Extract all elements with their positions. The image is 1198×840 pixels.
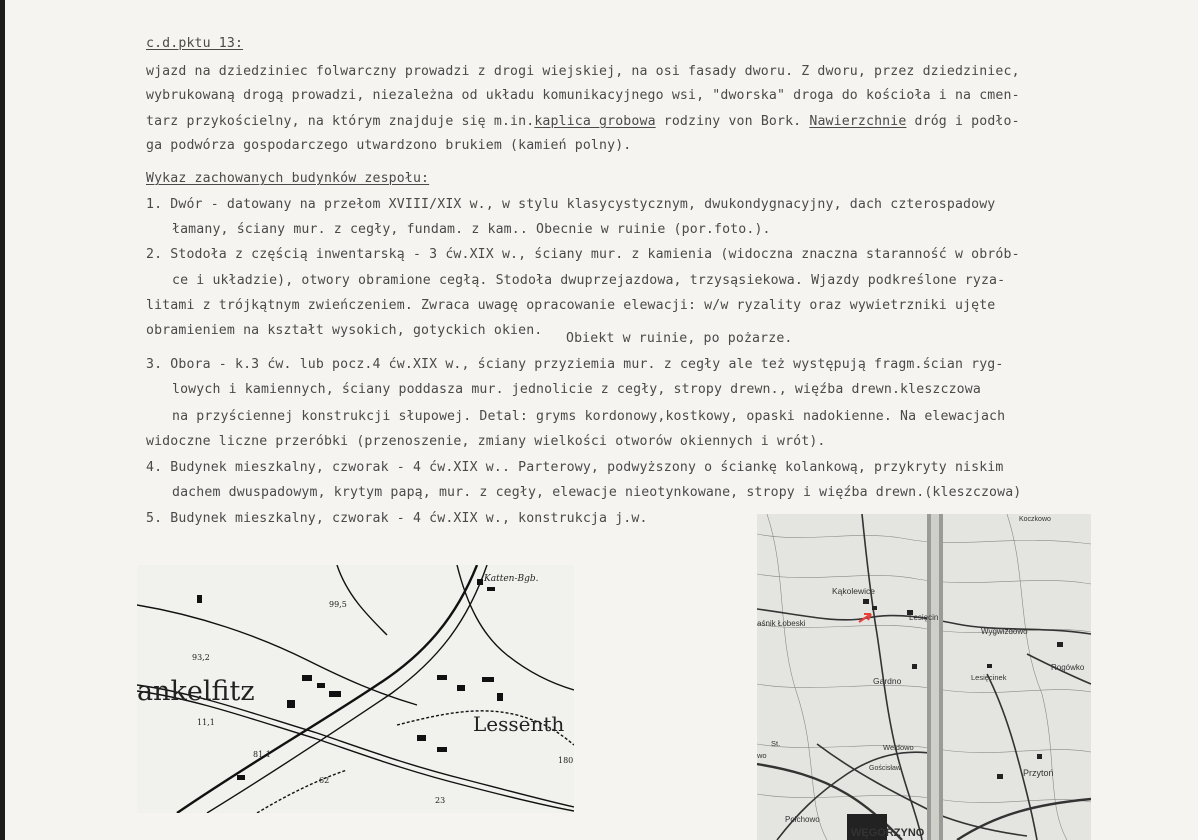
paragraph-line: ga podwórza gospodarczego utwardzono brukiem (kamień polny). — [146, 138, 632, 153]
map-place-label: wo — [757, 751, 767, 760]
list-item-line: 3. Obora - k.3 ćw. lub pocz.4 ćw.XIX w., ściany przyziemia mur. z cegły ale też występują fragm.ścian ryg- — [146, 357, 1004, 372]
map-place-label: aśnik Łobeski — [757, 619, 806, 628]
map-label-right: Lessenth — [473, 712, 565, 736]
map-place-label: Rogówko — [1051, 663, 1085, 672]
list-item-line: na przyściennej konstrukcji słupowej. Detal: gryms kordonowy,kostkowy, opaski nadokienne. Na elewacjach — [172, 409, 1006, 424]
map-number: 81,1 — [253, 750, 271, 759]
modern-map-drawing — [757, 514, 1091, 840]
map-number: 23 — [435, 796, 446, 805]
map-number: 99,5 — [329, 600, 347, 609]
list-item-line: 5. Budynek mieszkalny, czworak - 4 ćw.XIX w., konstrukcja j.w. — [146, 511, 648, 526]
map-number: 180 — [558, 756, 574, 765]
text-span: dróg i podło- — [906, 114, 1020, 129]
map-number: 11,1 — [197, 718, 215, 727]
list-item-line: 2. Stodoła z częścią inwentarską - 3 ćw.XIX w., ściany mur. z kamienia (widoczna znaczna staranność w obrób- — [146, 247, 1020, 262]
modern-map — [757, 514, 1091, 840]
list-item-note: Obiekt w ruinie, po pożarze. — [566, 331, 793, 346]
map-place-label: Lesięcinek — [971, 673, 1007, 682]
paragraph-line — [146, 114, 1020, 129]
map-number: 62 — [319, 776, 330, 785]
map-place-label: Wygwizdowo — [981, 627, 1028, 636]
underlined-text: Nawierzchnie — [809, 114, 907, 129]
underlined-text: kaplica grobowa — [534, 114, 656, 129]
map-place-label: St. — [771, 739, 781, 748]
historical-map-drawing — [137, 565, 574, 813]
map-number: 93,2 — [192, 653, 210, 662]
map-place-label: Gardno — [873, 676, 902, 686]
map-place-label: Kąkolewice — [832, 586, 875, 596]
map-place-label: Koczkowo — [1019, 516, 1051, 523]
list-heading-text: Wykaz zachowanych budynków zespołu: — [146, 171, 430, 186]
map-place-label: Przytoń — [1023, 768, 1054, 778]
heading-text: c.d.pktu 13: — [146, 36, 244, 51]
list-heading — [146, 171, 429, 186]
map-town-label: WĘGORZYNO — [851, 827, 925, 839]
section-heading — [146, 36, 243, 51]
list-item-line: 1. Dwór - datowany na przełom XVIII/XIX w., w stylu klasycystycznym, dwukondygnacyjny, dach czterospadowy — [146, 197, 996, 212]
paragraph-line: wjazd na dziedziniec folwarczny prowadzi z drogi wiejskiej, na osi fasady dworu. Z dworu, przez dziedziniec, — [146, 64, 1020, 79]
list-item-line: obramieniem na kształt wysokich, gotyckich okien. — [146, 323, 543, 338]
list-item-line: widoczne liczne przeróbki (przenoszenie, zmiany wielkości otworów okiennych i wrót). — [146, 434, 826, 449]
map-place-label: Weldowo — [883, 743, 914, 752]
list-item-line: łamany, ściany mur. z cegły, fundam. z kam.. Obecnie w ruinie (por.foto.). — [172, 222, 771, 237]
text-span: tarz przykościelny, na którym znajduje się m.in. — [146, 114, 535, 129]
list-item-line: lowych i kamiennych, ściany poddasza mur. jednolicie z cegły, stropy drewn., więźba drewn.kleszczowa — [172, 382, 981, 397]
historical-map — [137, 565, 574, 813]
text-span: rodziny von Bork. — [655, 114, 810, 129]
map-label-top: Katten-Bgb. — [484, 574, 539, 584]
list-item-line: ce i układzie), otwory obramione cegłą. Stodoła dwuprzejazdowa, trzysąsiekowa. Wjazdy podkreślone ryza- — [172, 273, 1006, 288]
list-item-line: dachem dwuspadowym, krytym papą, mur. z cegły, elewacje nieotynkowane, stropy i więźba drewn.(kleszczowa) — [172, 485, 1022, 500]
map-place-label: Połchowo — [785, 815, 820, 824]
list-item-line: 4. Budynek mieszkalny, czworak - 4 ćw.XIX w.. Parterowy, podwyższony o ściankę kolankową, przykryty niskim — [146, 460, 1004, 475]
map-place-label: Lesięcin — [909, 613, 939, 622]
paragraph-line: wybrukowaną drogą prowadzi, niezależna od układu komunikacyjnego wsi, "dworska" droga do kościoła i na cmen- — [146, 88, 1020, 103]
list-item-line: litami z trójkątnym zwieńczeniem. Zwraca uwagę opracowanie elewacji: w/w ryzality oraz wywietrzniki ujęte — [146, 298, 996, 313]
map-place-label: Gościsław — [869, 765, 901, 772]
map-label-left: ankelfitz — [137, 676, 255, 707]
